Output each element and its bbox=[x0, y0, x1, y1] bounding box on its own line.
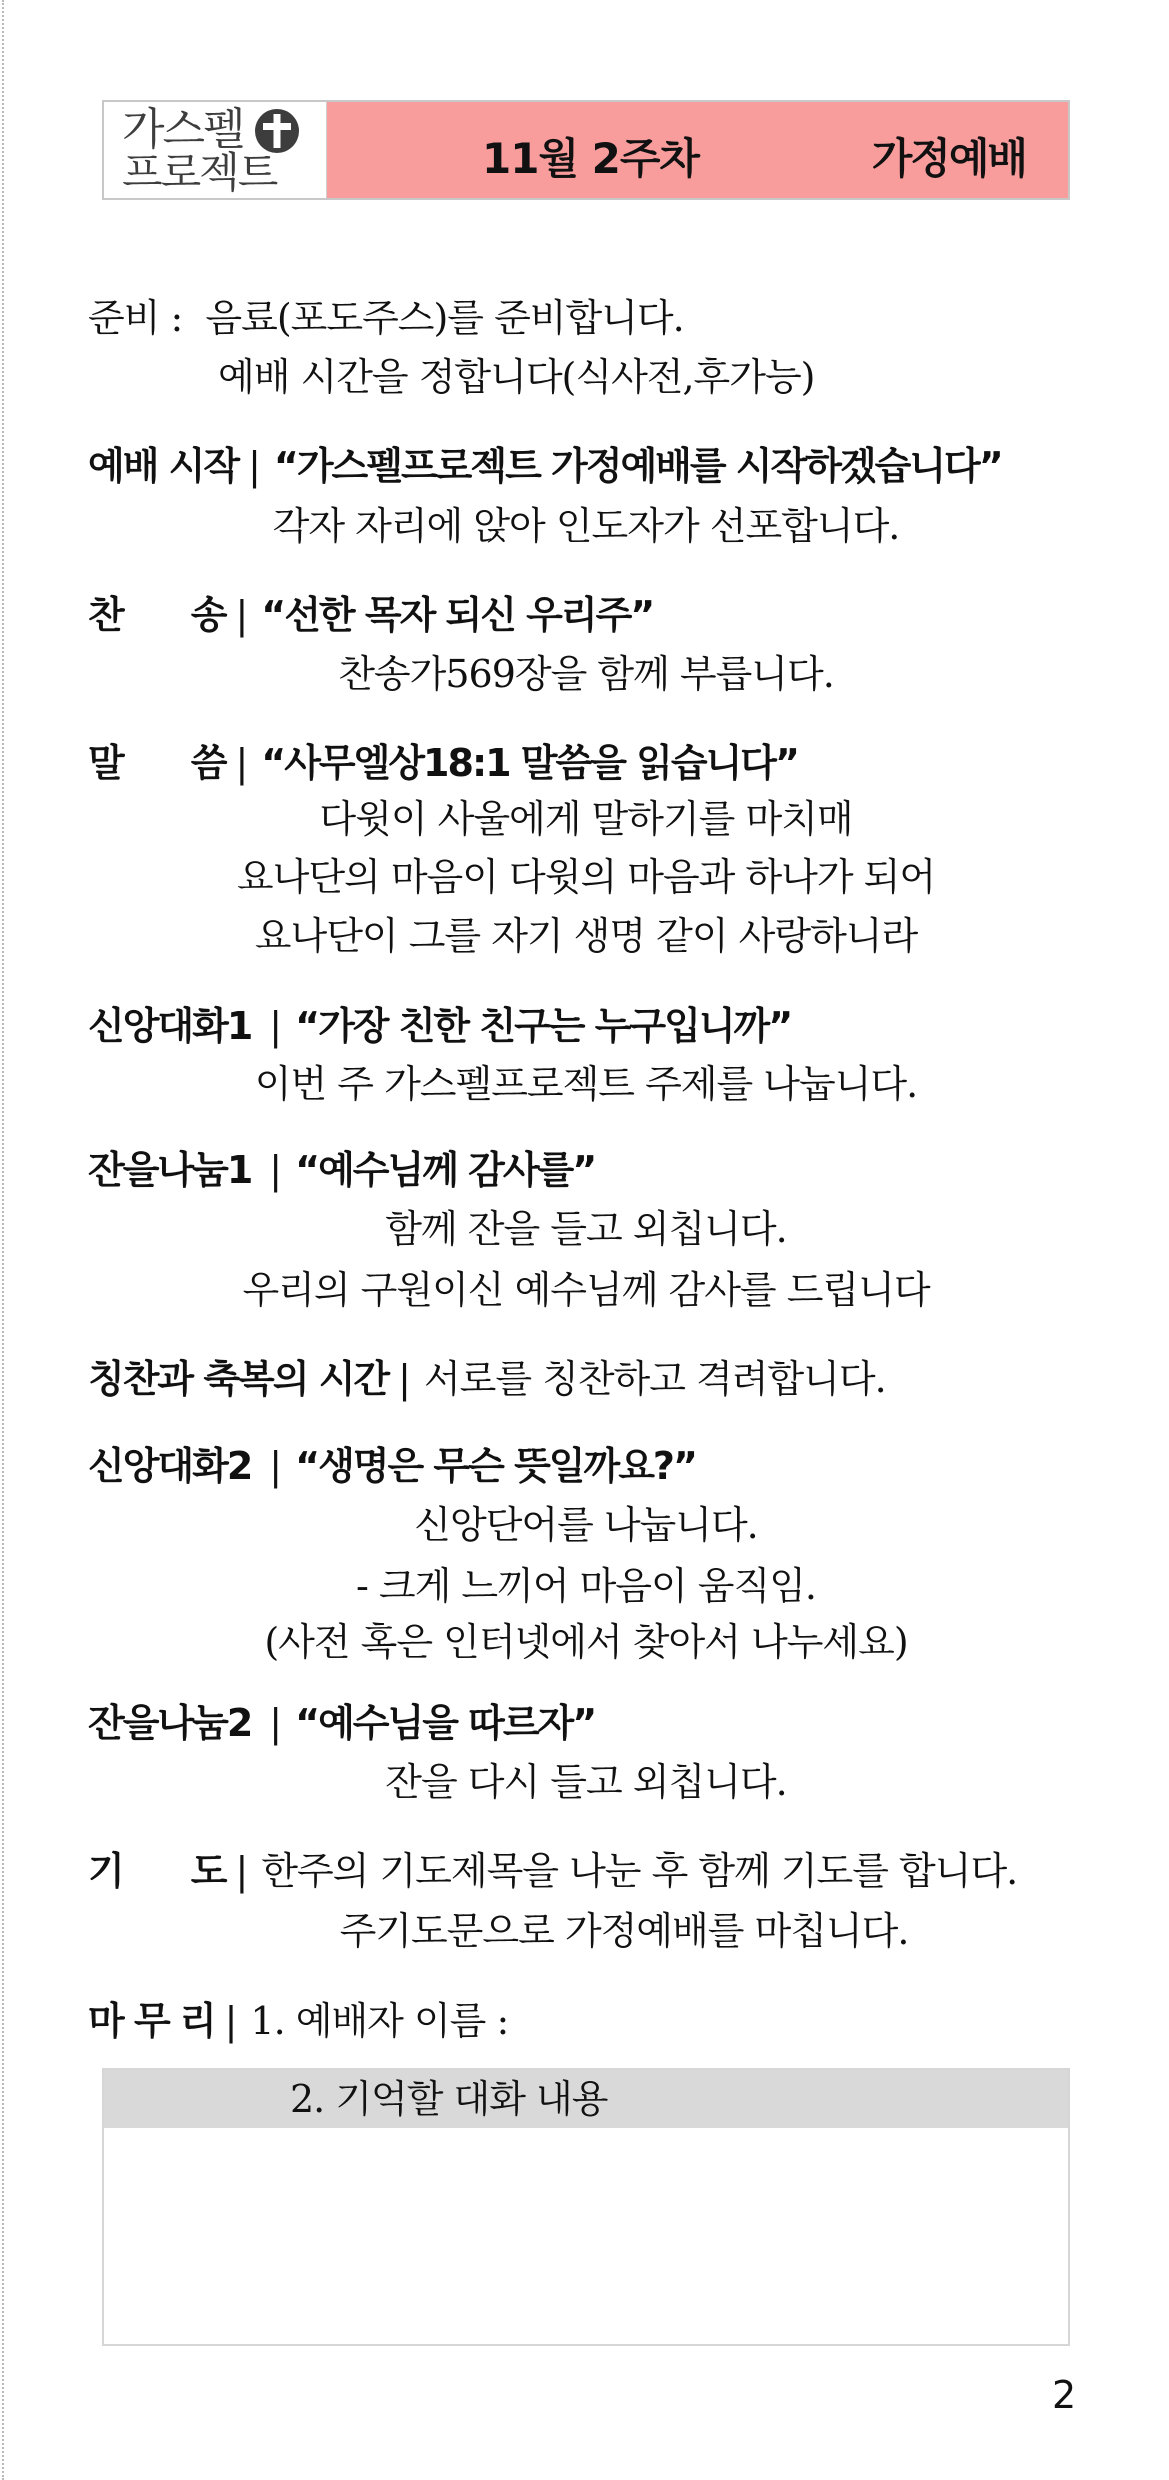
cup2-row bbox=[88, 1700, 595, 1746]
start-title: “가스펠프로젝트 가정예배를 시작하겠습니다” bbox=[273, 444, 1002, 488]
separator: | bbox=[269, 1004, 282, 1048]
prayer-row bbox=[88, 1848, 1017, 1894]
gospel-project-logo bbox=[104, 102, 327, 198]
separator: | bbox=[224, 1999, 237, 2043]
worship-title: 가정예배 bbox=[871, 134, 1026, 183]
talk2-desc-1: 신앙단어를 나눕니다. bbox=[414, 1503, 758, 1547]
praise-text: 서로를 칭찬하고 격려합니다. bbox=[423, 1357, 886, 1401]
praise-row bbox=[88, 1356, 886, 1402]
separator: | bbox=[269, 1701, 282, 1745]
scripture-line: 요나단이 그를 자기 생명 같이 사랑하니라 bbox=[254, 914, 918, 958]
talk1-desc: 이번 주 가스펠프로젝트 주제를 나눕니다. bbox=[254, 1062, 918, 1106]
talk1-label: 신앙대화1 bbox=[88, 1004, 252, 1048]
word-title: “사무엘상18:1 말씀을 읽습니다” bbox=[261, 741, 798, 785]
separator: | bbox=[398, 1357, 410, 1401]
logo-text-top: 가스펠 bbox=[122, 104, 244, 155]
closing-label: 마 무 리 bbox=[88, 1999, 215, 2043]
memo-title: 2. 기억할 대화 내용 bbox=[290, 2077, 608, 2121]
hymn-title: “선한 목자 되신 우리주” bbox=[261, 593, 654, 637]
worshiper-name-item: 1. 예배자 이름 : bbox=[250, 1999, 509, 2043]
word-row bbox=[88, 740, 798, 786]
prayer-desc: 주기도문으로 가정예배를 마칩니다. bbox=[339, 1909, 909, 1953]
prep-label: 준비 : bbox=[88, 296, 183, 340]
separator: | bbox=[248, 444, 260, 488]
prayer-label-1: 기 bbox=[88, 1849, 123, 1893]
talk2-row bbox=[88, 1443, 696, 1489]
prep-line-2: 예배 시간을 정합니다(식사전,후가능) bbox=[218, 355, 815, 399]
page-edge-dotted-line bbox=[2, 0, 4, 2480]
prayer-label-2: 도 bbox=[190, 1849, 226, 1893]
scripture-line: 요나단의 마음이 다윗의 마음과 하나가 되어 bbox=[236, 855, 936, 899]
prep-row bbox=[88, 295, 684, 341]
praise-label: 칭찬과 축복의 시간 bbox=[88, 1357, 389, 1401]
closing-row bbox=[88, 1998, 508, 2044]
talk1-title: “가장 친한 친구는 누구입니까” bbox=[295, 1004, 792, 1048]
cup1-label: 잔을나눔1 bbox=[88, 1148, 252, 1192]
talk2-desc-2: - 크게 느끼어 마음이 움직임. bbox=[355, 1564, 817, 1608]
word-label-1: 말 bbox=[88, 741, 123, 785]
hymn-label-2: 송 bbox=[190, 593, 226, 637]
cup1-desc-1: 함께 잔을 들고 외칩니다. bbox=[385, 1207, 787, 1251]
prayer-text: 한주의 기도제목을 나눈 후 함께 기도를 합니다. bbox=[261, 1849, 1018, 1893]
scripture-line: 다윗이 사울에게 말하기를 마치매 bbox=[319, 797, 853, 841]
separator: | bbox=[269, 1148, 282, 1192]
memo-header bbox=[104, 2070, 1068, 2128]
talk2-desc-3: (사전 혹은 인터넷에서 찾아서 나누세요) bbox=[264, 1620, 908, 1664]
prep-line-1: 음료(포도주스)를 준비합니다. bbox=[205, 296, 684, 340]
start-label: 예배 시작 bbox=[88, 444, 239, 488]
week-label: 11월 2주차 bbox=[482, 134, 700, 183]
separator: | bbox=[269, 1444, 282, 1488]
start-row bbox=[88, 443, 1002, 489]
talk2-title: “생명은 무슨 뜻일까요?” bbox=[295, 1444, 696, 1488]
cup2-title: “예수님을 따르자” bbox=[295, 1701, 596, 1745]
hymn-desc: 찬송가569장을 함께 부릅니다. bbox=[338, 652, 834, 696]
cup2-label: 잔을나눔2 bbox=[88, 1701, 252, 1745]
banner-area bbox=[327, 102, 1068, 198]
talk2-label: 신앙대화2 bbox=[88, 1444, 252, 1488]
logo-text-bottom: 프로젝트 bbox=[122, 148, 277, 197]
separator: | bbox=[235, 1849, 248, 1893]
hymn-label-1: 찬 bbox=[88, 593, 123, 637]
cup1-row bbox=[88, 1147, 595, 1193]
separator: | bbox=[235, 741, 248, 785]
cup1-title: “예수님께 감사를” bbox=[295, 1148, 596, 1192]
start-desc: 각자 자리에 앉아 인도자가 선포합니다. bbox=[272, 504, 900, 548]
memo-box[interactable] bbox=[102, 2068, 1070, 2346]
word-label-2: 씀 bbox=[190, 741, 226, 785]
page-number: 2 bbox=[1052, 2373, 1077, 2417]
cup1-desc-2: 우리의 구원이신 예수님께 감사를 드립니다 bbox=[242, 1268, 930, 1312]
hymn-row bbox=[88, 592, 653, 638]
header-banner bbox=[102, 100, 1070, 200]
cup2-desc: 잔을 다시 들고 외칩니다. bbox=[385, 1760, 787, 1804]
separator: | bbox=[235, 593, 248, 637]
talk1-row bbox=[88, 1003, 791, 1049]
